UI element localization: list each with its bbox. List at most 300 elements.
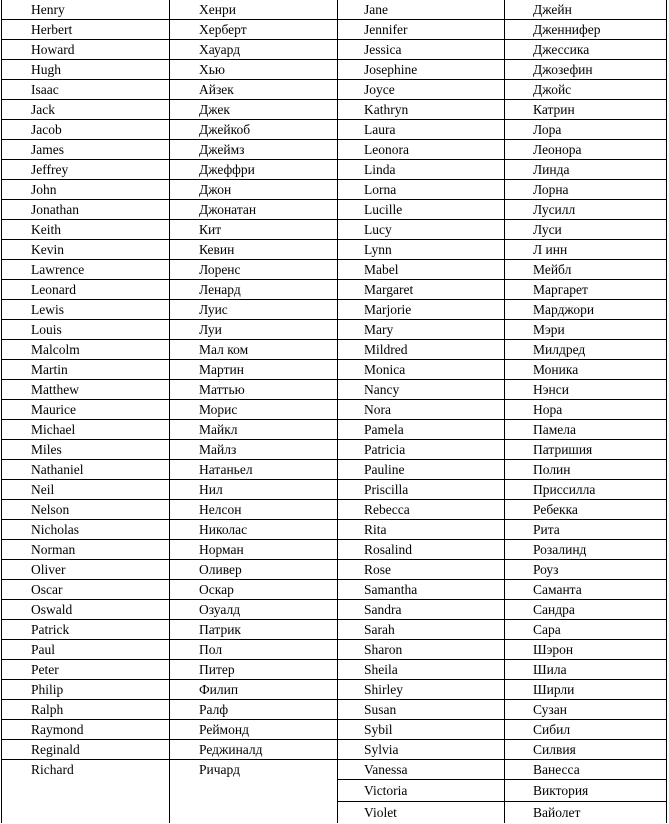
name-text: Paul [31, 642, 56, 657]
name-text: Malcolm [31, 342, 80, 357]
name-text: Кевин [199, 242, 235, 257]
name-text: Лора [533, 122, 562, 137]
name-text: Джойс [533, 82, 572, 97]
name-text: Nathaniel [31, 462, 84, 477]
name-cell [505, 540, 666, 560]
name-text: Лорна [533, 182, 569, 197]
name-cell [170, 700, 337, 720]
name-cell [2, 520, 169, 540]
name-text: Sandra [364, 602, 402, 617]
name-cell [505, 260, 666, 280]
name-text: Ленард [199, 282, 241, 297]
name-cell [338, 700, 504, 720]
name-text: Мал ком [199, 342, 249, 357]
name-text: Sheila [364, 662, 398, 677]
name-text: Lucille [364, 202, 403, 217]
name-text: Ralph [31, 702, 64, 717]
name-cell [2, 120, 169, 140]
name-cell [170, 400, 337, 420]
name-text: Сузан [533, 702, 567, 717]
name-cell [338, 200, 504, 220]
name-cell [505, 720, 666, 740]
name-text: Хауард [199, 42, 241, 57]
name-text: Патрик [199, 622, 241, 637]
name-cell [505, 240, 666, 260]
name-text: Джессика [533, 42, 590, 57]
name-cell [505, 700, 666, 720]
name-text: Patrick [31, 622, 70, 637]
name-cell [505, 360, 666, 380]
name-text: Памела [533, 422, 577, 437]
name-text: Norman [31, 542, 76, 557]
name-cell [2, 480, 169, 500]
name-cell [2, 320, 169, 340]
name-cell [170, 240, 337, 260]
name-text: Philip [31, 682, 64, 697]
name-text: Leonard [31, 282, 76, 297]
name-text: Linda [364, 162, 396, 177]
name-cell [170, 500, 337, 520]
name-text: Jane [364, 2, 388, 17]
name-cell [338, 180, 504, 200]
name-cell [338, 580, 504, 600]
name-cell [338, 140, 504, 160]
name-text: Lorna [364, 182, 397, 197]
name-cell [170, 620, 337, 640]
name-cell [170, 740, 337, 760]
name-text: Joyce [364, 82, 395, 97]
name-cell [170, 580, 337, 600]
name-cell [338, 480, 504, 500]
name-text: Милдред [533, 342, 586, 357]
name-text: Miles [31, 442, 62, 457]
name-cell [505, 780, 666, 802]
name-cell [2, 80, 169, 100]
name-text: Филип [199, 682, 239, 697]
name-text: Ребекка [533, 502, 578, 517]
name-text: Луис [199, 302, 228, 317]
name-cell [338, 380, 504, 400]
name-cell [338, 440, 504, 460]
column-russian-female [504, 0, 667, 823]
name-cell [2, 280, 169, 300]
name-text: Josephine [364, 62, 418, 77]
name-cell [338, 0, 504, 20]
name-cell [338, 660, 504, 680]
name-text: Shirley [364, 682, 403, 697]
name-cell [505, 600, 666, 620]
name-cell [170, 540, 337, 560]
name-text: Джеффри [199, 162, 255, 177]
name-text: Роуз [533, 562, 559, 577]
name-cell [338, 360, 504, 380]
name-text: Keith [31, 222, 61, 237]
name-text: Patricia [364, 442, 406, 457]
name-cell [505, 160, 666, 180]
name-cell [505, 220, 666, 240]
name-cell [505, 680, 666, 700]
name-text: Джон [199, 182, 232, 197]
name-cell [505, 80, 666, 100]
name-cell [505, 420, 666, 440]
name-text: Пол [199, 642, 223, 657]
name-text: Priscilla [364, 482, 409, 497]
name-text: Peter [31, 662, 59, 677]
name-cell [338, 600, 504, 620]
name-cell [505, 620, 666, 640]
name-text: Maurice [31, 402, 76, 417]
name-cell [170, 760, 337, 780]
name-text: Норман [199, 542, 244, 557]
name-cell [170, 560, 337, 580]
name-cell [338, 680, 504, 700]
name-cell [2, 540, 169, 560]
name-cell [338, 720, 504, 740]
name-cell [338, 460, 504, 480]
name-cell [170, 320, 337, 340]
name-text: Howard [31, 42, 75, 57]
name-text: Леонора [533, 142, 582, 157]
name-cell [170, 340, 337, 360]
name-text: Hugh [31, 62, 61, 77]
name-text: Николас [199, 522, 248, 537]
name-cell [170, 520, 337, 540]
name-cell [2, 680, 169, 700]
name-cell [170, 220, 337, 240]
name-cell [338, 620, 504, 640]
name-text: Lynn [364, 242, 392, 257]
name-text: Marjorie [364, 302, 412, 317]
name-text: Сара [533, 622, 561, 637]
name-text: Nelson [31, 502, 70, 517]
name-cell [338, 220, 504, 240]
name-text: Херберт [199, 22, 247, 37]
name-text: Ричард [199, 762, 240, 777]
name-text: James [31, 142, 64, 157]
name-cell [338, 560, 504, 580]
name-text: Oscar [31, 582, 63, 597]
name-text: Сибил [533, 722, 571, 737]
names-table [1, 0, 667, 823]
name-cell [505, 520, 666, 540]
name-cell [505, 20, 666, 40]
name-text: Натаньел [199, 462, 253, 477]
name-cell [2, 440, 169, 460]
name-text: Силвия [533, 742, 576, 757]
name-cell [2, 560, 169, 580]
name-cell [170, 360, 337, 380]
name-cell [338, 40, 504, 60]
name-text: Mildred [364, 342, 408, 357]
name-cell [338, 20, 504, 40]
name-text: Мартин [199, 362, 244, 377]
name-text: Дженнифер [533, 22, 601, 37]
name-text: Хенри [199, 2, 236, 17]
name-text: Nora [364, 402, 391, 417]
name-cell [338, 120, 504, 140]
name-cell [170, 460, 337, 480]
name-cell [505, 380, 666, 400]
name-cell [2, 420, 169, 440]
name-text: Raymond [31, 722, 84, 737]
name-cell [505, 280, 666, 300]
name-text: Саманта [533, 582, 582, 597]
name-cell [338, 80, 504, 100]
name-cell [338, 320, 504, 340]
name-text: Джек [199, 102, 230, 117]
name-text: Mary [364, 322, 394, 337]
name-text: Susan [364, 702, 397, 717]
name-cell [505, 200, 666, 220]
name-text: Mabel [364, 262, 399, 277]
name-cell [2, 300, 169, 320]
name-cell [505, 60, 666, 80]
name-cell [170, 80, 337, 100]
name-cell [338, 100, 504, 120]
name-text: Violet [364, 805, 397, 820]
name-text: Kevin [31, 242, 64, 257]
name-cell [2, 380, 169, 400]
name-text: Jonathan [31, 202, 79, 217]
name-text: Нелсон [199, 502, 242, 517]
name-cell [170, 680, 337, 700]
name-text: Leonora [364, 142, 409, 157]
name-cell [505, 500, 666, 520]
name-text: Сандра [533, 602, 575, 617]
name-text: Pamela [364, 422, 404, 437]
name-cell [338, 500, 504, 520]
name-text: Margaret [364, 282, 414, 297]
name-text: Sylvia [364, 742, 399, 757]
name-text: Кит [199, 222, 222, 237]
name-cell [338, 780, 504, 802]
name-cell [505, 580, 666, 600]
name-cell [505, 120, 666, 140]
name-cell [170, 260, 337, 280]
name-text: Matthew [31, 382, 79, 397]
name-cell [170, 440, 337, 460]
name-cell [170, 200, 337, 220]
name-text: Neil [31, 482, 55, 497]
name-text: Oswald [31, 602, 73, 617]
name-text: Озуалд [199, 602, 241, 617]
name-cell [505, 440, 666, 460]
name-text: Виктория [533, 783, 589, 798]
name-text: Richard [31, 762, 74, 777]
name-text: Оливер [199, 562, 242, 577]
name-cell [170, 40, 337, 60]
name-cell [170, 100, 337, 120]
name-cell [170, 180, 337, 200]
name-cell [2, 360, 169, 380]
name-text: Л инн [533, 242, 568, 257]
name-text: Lawrence [31, 262, 85, 277]
name-cell [170, 280, 337, 300]
name-text: Шила [533, 662, 567, 677]
name-text: Джонатан [199, 202, 257, 217]
column-russian-male [169, 0, 337, 823]
name-cell [338, 260, 504, 280]
name-text: Нора [533, 402, 563, 417]
name-text: Айзек [199, 82, 234, 97]
name-cell [2, 640, 169, 660]
name-cell [338, 802, 504, 824]
name-cell [2, 160, 169, 180]
name-text: Rebecca [364, 502, 410, 517]
name-cell [2, 260, 169, 280]
name-text: Jessica [364, 42, 402, 57]
name-text: Pauline [364, 462, 405, 477]
name-cell [2, 580, 169, 600]
name-cell [170, 140, 337, 160]
name-text: Ралф [199, 702, 229, 717]
name-text: Louis [31, 322, 62, 337]
name-text: Rosalind [364, 542, 413, 557]
name-text: Реджиналд [199, 742, 263, 757]
name-cell [2, 660, 169, 680]
name-text: Lucy [364, 222, 392, 237]
name-text: Isaac [31, 82, 59, 97]
name-cell [505, 480, 666, 500]
name-cell [338, 760, 504, 780]
name-text: Michael [31, 422, 76, 437]
name-text: Линда [533, 162, 570, 177]
name-text: Джозефин [533, 62, 593, 77]
name-cell [2, 220, 169, 240]
name-text: Майлз [199, 442, 237, 457]
name-text: Катрин [533, 102, 575, 117]
name-text: Морис [199, 402, 238, 417]
name-cell [2, 720, 169, 740]
name-cell [338, 300, 504, 320]
name-text: Nancy [364, 382, 400, 397]
name-text: Herbert [31, 22, 73, 37]
name-cell [2, 500, 169, 520]
name-cell [170, 160, 337, 180]
name-cell [338, 420, 504, 440]
name-text: Kathryn [364, 102, 409, 117]
name-cell [170, 600, 337, 620]
name-cell [170, 0, 337, 20]
name-text: Розалинд [533, 542, 587, 557]
name-cell [338, 740, 504, 760]
name-cell [505, 400, 666, 420]
name-cell [505, 660, 666, 680]
name-text: Мейбл [533, 262, 572, 277]
name-cell [505, 100, 666, 120]
name-text: Полин [533, 462, 571, 477]
name-text: Джейкоб [199, 122, 251, 137]
name-text: Rita [364, 522, 387, 537]
name-text: Хью [199, 62, 225, 77]
name-cell [2, 180, 169, 200]
name-cell [2, 100, 169, 120]
name-cell [2, 200, 169, 220]
name-text: Нэнси [533, 382, 569, 397]
name-text: Лусилл [533, 202, 576, 217]
name-cell [170, 720, 337, 740]
name-text: Моника [533, 362, 579, 377]
name-text: Шэрон [533, 642, 574, 657]
name-cell [2, 340, 169, 360]
name-text: Henry [31, 2, 65, 17]
name-text: Луси [533, 222, 562, 237]
name-cell [338, 280, 504, 300]
name-text: Реймонд [199, 722, 249, 737]
name-cell [505, 180, 666, 200]
name-text: Марджори [533, 302, 595, 317]
name-text: Патришия [533, 442, 593, 457]
name-cell [505, 802, 666, 824]
name-cell [170, 20, 337, 40]
name-text: John [31, 182, 57, 197]
name-text: Sarah [364, 622, 395, 637]
name-text: Jeffrey [31, 162, 69, 177]
name-cell [338, 540, 504, 560]
name-cell [2, 700, 169, 720]
name-cell [2, 140, 169, 160]
name-cell [2, 460, 169, 480]
name-cell [505, 0, 666, 20]
name-text: Sybil [364, 722, 393, 737]
name-cell [505, 740, 666, 760]
name-cell [505, 760, 666, 780]
name-text: Приссилла [533, 482, 596, 497]
name-cell [505, 300, 666, 320]
name-cell [2, 240, 169, 260]
name-text: Питер [199, 662, 235, 677]
name-cell [338, 640, 504, 660]
name-text: Мэри [533, 322, 565, 337]
name-cell [338, 60, 504, 80]
name-text: Маттью [199, 382, 245, 397]
name-cell [170, 640, 337, 660]
name-text: Oliver [31, 562, 66, 577]
name-cell [505, 560, 666, 580]
name-cell [2, 0, 169, 20]
name-cell [2, 40, 169, 60]
name-text: Nicholas [31, 522, 79, 537]
name-cell [505, 320, 666, 340]
name-cell [170, 60, 337, 80]
name-text: Jack [31, 102, 55, 117]
name-text: Reginald [31, 742, 80, 757]
name-cell [2, 400, 169, 420]
name-text: Джеймз [199, 142, 245, 157]
name-cell [170, 660, 337, 680]
name-text: Jennifer [364, 22, 408, 37]
name-cell [338, 240, 504, 260]
name-text: Вайолет [533, 805, 581, 820]
name-text: Луи [199, 322, 222, 337]
name-text: Victoria [364, 783, 408, 798]
name-cell [338, 400, 504, 420]
name-text: Samantha [364, 582, 418, 597]
name-cell [2, 760, 169, 780]
name-text: Нил [199, 482, 223, 497]
name-cell [2, 600, 169, 620]
column-english-male [1, 0, 169, 823]
name-text: Vanessa [364, 762, 408, 777]
name-text: Lewis [31, 302, 64, 317]
name-text: Laura [364, 122, 396, 137]
name-cell [505, 140, 666, 160]
name-text: Оскар [199, 582, 234, 597]
name-cell [338, 520, 504, 540]
name-cell [505, 460, 666, 480]
name-text: Рита [533, 522, 560, 537]
name-text: Monica [364, 362, 406, 377]
